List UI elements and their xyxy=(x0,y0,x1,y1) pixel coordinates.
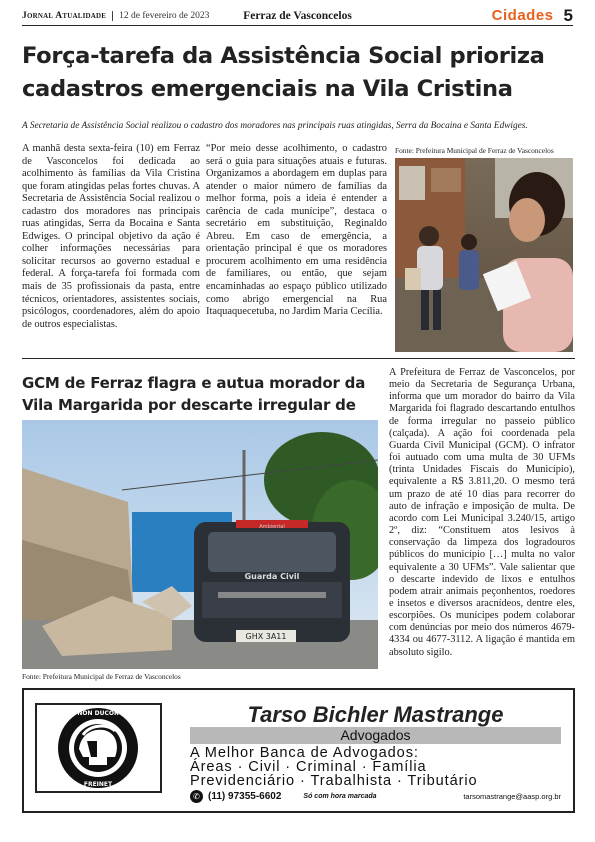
vehicle-top-text: Ambiental xyxy=(259,524,285,530)
article1-photo-caption: Fonte: Prefeitura Municipal de Ferraz de Vasconcelos xyxy=(395,146,554,155)
svg-text:FREINET: FREINET xyxy=(83,781,113,788)
article1-column2: “Por meio desse acolhimento, o cadastro será o guia para situações atuais e futuras. Organizamos a abordagem em duplas para atender o maior número de famílias da melhor forma, pois a ideia é entender a carência de cada munícipe”, destaca o secretário em substituição, Reginaldo Abreu. Em caso de emergência, a orientação principal é que os moradores procurem acolhimento em uma residência de familiares, ou então, que sejam encaminhadas ao espaço público utilizado como abrigo emergencial na Rua Itaquaquecetuba, no Jardim Maria Cecília. xyxy=(206,143,387,318)
article2-body: A Prefeitura de Ferraz de Vasconcelos, por meio da Secretaria de Segurança Urbana, informa que um morador do bairro da Vila Margarida foi flagrado descartando entulhos de forma irregular no passeio público (calçada). A ação foi coordenada pela Guarda Civil Municipal (GCM). O infrator foi autuado com uma multa de 30 UFMs (trinta Unidades Fiscais do Município), equivalente a R$ 3.811,20. O mesmo terá um prazo de até 10 dias para recorrer do auto de infração e imposição de multa. De acordo com Lei Municipal 3.240/15, artigo 2º, diz: “Constituem atos lesivos à conservação da limpeza dos logradouros públicos do município […] multa no valor equivalente a 30 UFMs”. Vale salientar que o descarte indevido de lixos e entulhos podem atrair animais peçonhentos, roedores e insetos e diversos aracnídeos, dentre eles, escorpiões. Os munícipes podem colaborar com denúncias por meio dos números 4679-4334 ou 4677-3112. A ligação é mantida em absoluto sigilo. xyxy=(389,367,575,658)
social-workers-photo xyxy=(395,158,573,352)
spartan-helmet-seal-icon xyxy=(37,705,160,791)
law-firm-logo xyxy=(35,703,162,793)
ad-contact-row xyxy=(190,790,561,803)
whatsapp-icon: ✆ xyxy=(190,790,203,803)
ad-phone: (11) 97355-6602 xyxy=(208,791,282,802)
section-name: Cidades xyxy=(491,7,554,24)
gcm-vehicle-photo xyxy=(22,420,378,669)
article1-headline: Força-tarefa da Assistência Social prioriza cadastros emergenciais na Vila Cristina xyxy=(22,43,545,102)
article1-photo xyxy=(395,158,573,352)
page-number: 5 xyxy=(563,5,573,25)
ad-appointment-note: Só com hora marcada xyxy=(303,793,377,800)
article2-photo xyxy=(22,420,378,669)
svg-text:NON DUCOR: NON DUCOR xyxy=(77,710,119,717)
newspaper-name: Jornal Atualidade xyxy=(22,10,107,21)
ad-practice-areas-1: Áreas · Civil · Criminal · Família xyxy=(190,759,427,775)
ad-email: tarsomastrange@aasp.org.br xyxy=(463,792,561,801)
vehicle-door-text: Guarda Civil xyxy=(244,572,300,581)
article1-column1: A manhã desta sexta-feira (10) em Ferraz de Vasconcelos foi dedicada ao acolhimento às famílias da Vila Cristina que foram atingidas pelas fortes chuvas. A Secretaria de Assistência Social realizou o cadastro dos moradores nas principais ruas atingidas, Serra da Bocaina e Santa Edwiges. O principal objetivo da ação é colher informações necessárias para solicitar recursos ao governo estadual e federal. A força-tarefa foi formada com mais de 35 profissionais da pasta, entre técnicos, orientadores, assistentes sociais, psicólogos, coordenadores, além do apoio de outros especialistas. xyxy=(22,143,200,330)
license-plate: GHX 3A11 xyxy=(245,632,287,641)
law-firm-name: Tarso Bichler Mastrange xyxy=(247,702,504,727)
law-firm-advertisement xyxy=(22,688,575,813)
city-name: Ferraz de Vasconcelos xyxy=(243,9,352,22)
article2-headline: GCM de Ferraz flagra e autua morador da Vila Margarida por descarte irregular de xyxy=(22,374,366,414)
law-firm-role: Advogados xyxy=(190,727,561,744)
article1-subtitle: A Secretaria de Assistência Social realizou o cadastro dos moradores nas principais ruas atingidas, Serra da Bocaina e Santa Edwiges. xyxy=(22,121,528,131)
article-divider xyxy=(22,358,575,359)
page-header xyxy=(22,6,573,26)
issue-date: 12 de fevereiro de 2023 xyxy=(112,11,209,21)
article1-photo-block xyxy=(395,146,573,352)
ad-tagline: A Melhor Banca de Advogados: xyxy=(190,745,419,761)
article2-photo-caption: Fonte: Prefeitura Municipal de Ferraz de Vasconcelos xyxy=(22,672,181,681)
ad-practice-areas-2: Previdenciário · Trabalhista · Tributário xyxy=(190,773,478,789)
